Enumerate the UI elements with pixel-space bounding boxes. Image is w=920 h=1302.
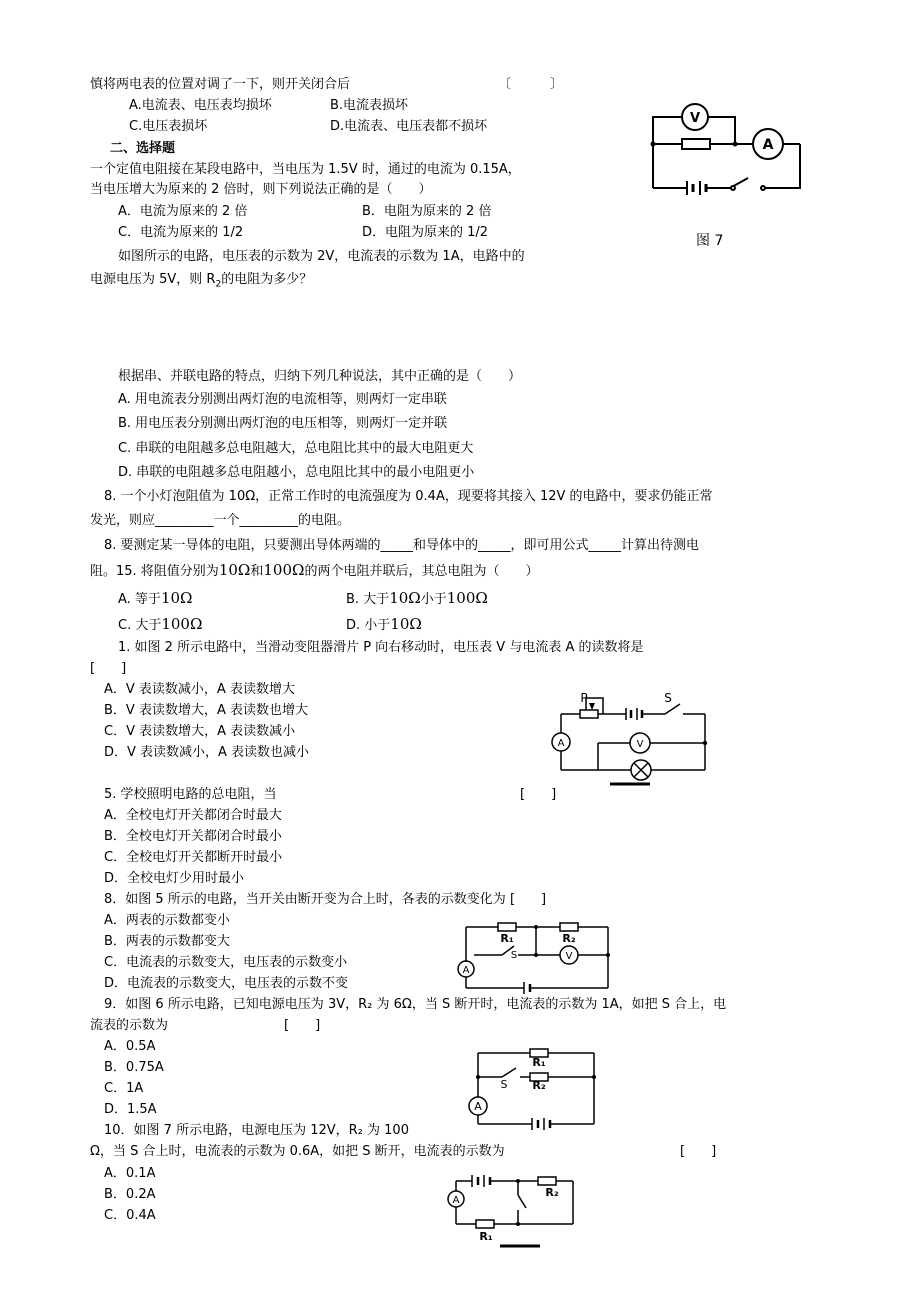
q10-option-a: A．0.1A [104, 1166, 156, 1181]
q-resistor-line1: 一个定值电阻接在某段电路中，当电压为 1.5V 时，通过的电流为 0.15A， [90, 162, 521, 177]
q9-option-c: C．1A [104, 1081, 144, 1096]
fig5-r1-label: R₁ [500, 932, 514, 945]
q5-option-c: C．全校电灯开关都断开时最小 [104, 850, 283, 865]
q-top-line1: 慎将两电表的位置对调了一下，则开关闭合后 [90, 77, 351, 92]
fig6-r1-label: R₁ [532, 1056, 546, 1069]
q1-option-a: A．V 表读数减小，A 表读数增大 [104, 682, 295, 697]
q8c-option-a: A．两表的示数都变小 [104, 913, 230, 928]
fig5-s-label: S [510, 950, 518, 961]
q1-line1: 1. 如图 2 所示电路中，当滑动变阻器滑片 P 向右移动时，电压表 V 与电流表 A 的读数将是 [118, 640, 644, 655]
figure-2-circuit [550, 688, 710, 788]
q8b-line1: 8. 要测定某一导体的电阻，只要测出导体两端的_____和导体中的_____，即可用公式_____计算出待测电 [104, 538, 700, 553]
q9-option-b: B．0.75A [104, 1060, 164, 1075]
q5-option-a: A．全校电灯开关都闭合时最大 [104, 808, 282, 823]
section-title: 二、选择题 [110, 141, 176, 156]
q5-option-b: B．全校电灯开关都闭合时最小 [104, 829, 282, 844]
q9-option-a: A．0.5A [104, 1039, 156, 1054]
figure-7b-circuit [440, 1172, 580, 1250]
fig5-r2 [560, 923, 578, 931]
q-series-option-d: D. 串联的电阻越多总电阻越小，总电阻比其中的最小电阻更小 [118, 465, 475, 480]
q-series-line1: 根据串、并联电路的特点，归纳下列几种说法，其中正确的是（ ） [118, 369, 522, 384]
fig7b-r1-label: R₁ [479, 1230, 493, 1243]
fig7b-a-label: A [452, 1195, 460, 1206]
q10-option-c: C．0.4A [104, 1208, 156, 1223]
fig2-rheostat [580, 710, 598, 718]
q1-line2: [ ] [90, 661, 127, 676]
q1-option-d: D．V 表读数减小，A 表读数也减小 [104, 745, 310, 760]
fig7b-r2 [538, 1177, 556, 1185]
q8c-option-d: D．电流表的示数变大，电压表的示数不变 [104, 976, 349, 991]
fig6-s-label: S [500, 1078, 508, 1091]
fig7b-r1 [476, 1220, 494, 1228]
figure-6-circuit [464, 1044, 604, 1130]
q-series-option-a: A. 用电流表分别测出两灯泡的电流相等，则两灯一定串联 [118, 392, 447, 407]
q8b-option-a: A. 等于10Ω [118, 589, 193, 607]
fig6-r2-label: R₂ [532, 1079, 546, 1092]
q-series-option-b: B. 用电压表分别测出两灯泡的电压相等，则两灯一定并联 [118, 416, 448, 431]
fig7-v-label: V [689, 111, 701, 126]
q8b-line2: 阻。15. 将阻值分别为10Ω和100Ω的两个电阻并联后，其总电阻为（ ） [90, 561, 539, 579]
q8b-option-b: B. 大于10Ω小于100Ω [346, 589, 488, 607]
fig2-p-label: P [580, 691, 588, 705]
q8a-line1: 8. 一个小灯泡阻值为 10Ω，正常工作时的电流强度为 0.4A，现要将其接入 12V 的电路中，要求仍能正常 [104, 489, 713, 504]
fig5-a-label: A [462, 965, 470, 976]
q1-option-b: B．V 表读数增大，A 表读数也增大 [104, 703, 308, 718]
q5-bracket: [ ] [520, 787, 557, 802]
figure-7-caption: 图 7 [696, 233, 724, 249]
fig2-s-label: S [664, 691, 672, 705]
q-r2-line2: 电源电压为 5V，则 $R_2$的电阻为多少？ [90, 272, 313, 290]
fig7b-r2-label: R₂ [545, 1186, 559, 1199]
q8b-option-c: C. 大于100Ω [118, 615, 203, 633]
q9-line1: 9．如图 6 所示电路，已知电源电压为 3V，R₂ 为 6Ω，当 S 断开时，电流表的示数为 1A，如把 S 合上，电 [104, 997, 727, 1012]
q9-bracket: [ ] [284, 1018, 321, 1033]
q8c-option-b: B．两表的示数都变大 [104, 934, 230, 949]
q9-line2: 流表的示数为 [90, 1018, 169, 1033]
q5-option-d: D．全校电灯少用时最小 [104, 871, 245, 886]
fig5-r1 [498, 923, 516, 931]
q10-bracket: [ ] [680, 1144, 717, 1159]
fig2-v-label: V [636, 739, 644, 750]
q-resistor-option-b: B．电阻为原来的 2 倍 [362, 204, 492, 219]
q10-line1: 10．如图 7 所示电路，电源电压为 12V，R₂ 为 100 [104, 1123, 409, 1138]
q8b-option-d: D. 小于10Ω [346, 615, 422, 633]
q-resistor-option-a: A．电流为原来的 2 倍 [118, 204, 248, 219]
q-top-option-d: D.电流表、电压表都不损坏 [330, 119, 488, 134]
q-top-option-a: A.电流表、电压表均损坏 [129, 98, 272, 113]
fig5-r2-label: R₂ [562, 932, 576, 945]
q-top-option-b: B.电流表损坏 [330, 98, 409, 113]
fig7-resistor [682, 139, 710, 149]
fig5-v-label: V [565, 951, 573, 962]
fig6-a-label: A [474, 1100, 482, 1113]
figure-5-circuit [452, 918, 617, 998]
q-top-option-c: C.电压表损坏 [129, 119, 208, 134]
q-resistor-option-d: D．电阻为原来的 1/2 [362, 225, 489, 240]
q-series-option-c: C. 串联的电阻越多总电阻越大，总电阻比其中的最大电阻更大 [118, 441, 474, 456]
q8c-option-c: C．电流表的示数变大，电压表的示数变小 [104, 955, 348, 970]
q10-option-b: B．0.2A [104, 1187, 156, 1202]
q5-line1: 5. 学校照明电路的总电阻，当 [104, 787, 277, 802]
q8a-line2: 发光，则应_________一个_________的电阻。 [90, 513, 351, 528]
q1-option-c: C．V 表读数增大，A 表读数减小 [104, 724, 296, 739]
q-resistor-option-c: C．电流为原来的 1/2 [118, 225, 244, 240]
q8c-line1: 8．如图 5 所示的电路，当开关由断开变为合上时，各表的示数变化为 [ ] [104, 892, 547, 907]
fig7-a-label: A [762, 137, 774, 153]
q-top-bracket: 〔 〕 [498, 77, 564, 92]
q-r2-line1: 如图所示的电路，电压表的示数为 2V，电流表的示数为 1A，电路中的 [118, 249, 525, 264]
q10-line2: Ω，当 S 合上时，电流表的示数为 0.6A，如把 S 断开，电流表的示数为 [90, 1144, 505, 1159]
figure-7-circuit [645, 100, 805, 200]
q-resistor-line2: 当电压增大为原来的 2 倍时，则下列说法正确的是（ ） [90, 182, 432, 197]
q9-option-d: D．1.5A [104, 1102, 157, 1117]
fig2-a-label: A [557, 738, 565, 749]
